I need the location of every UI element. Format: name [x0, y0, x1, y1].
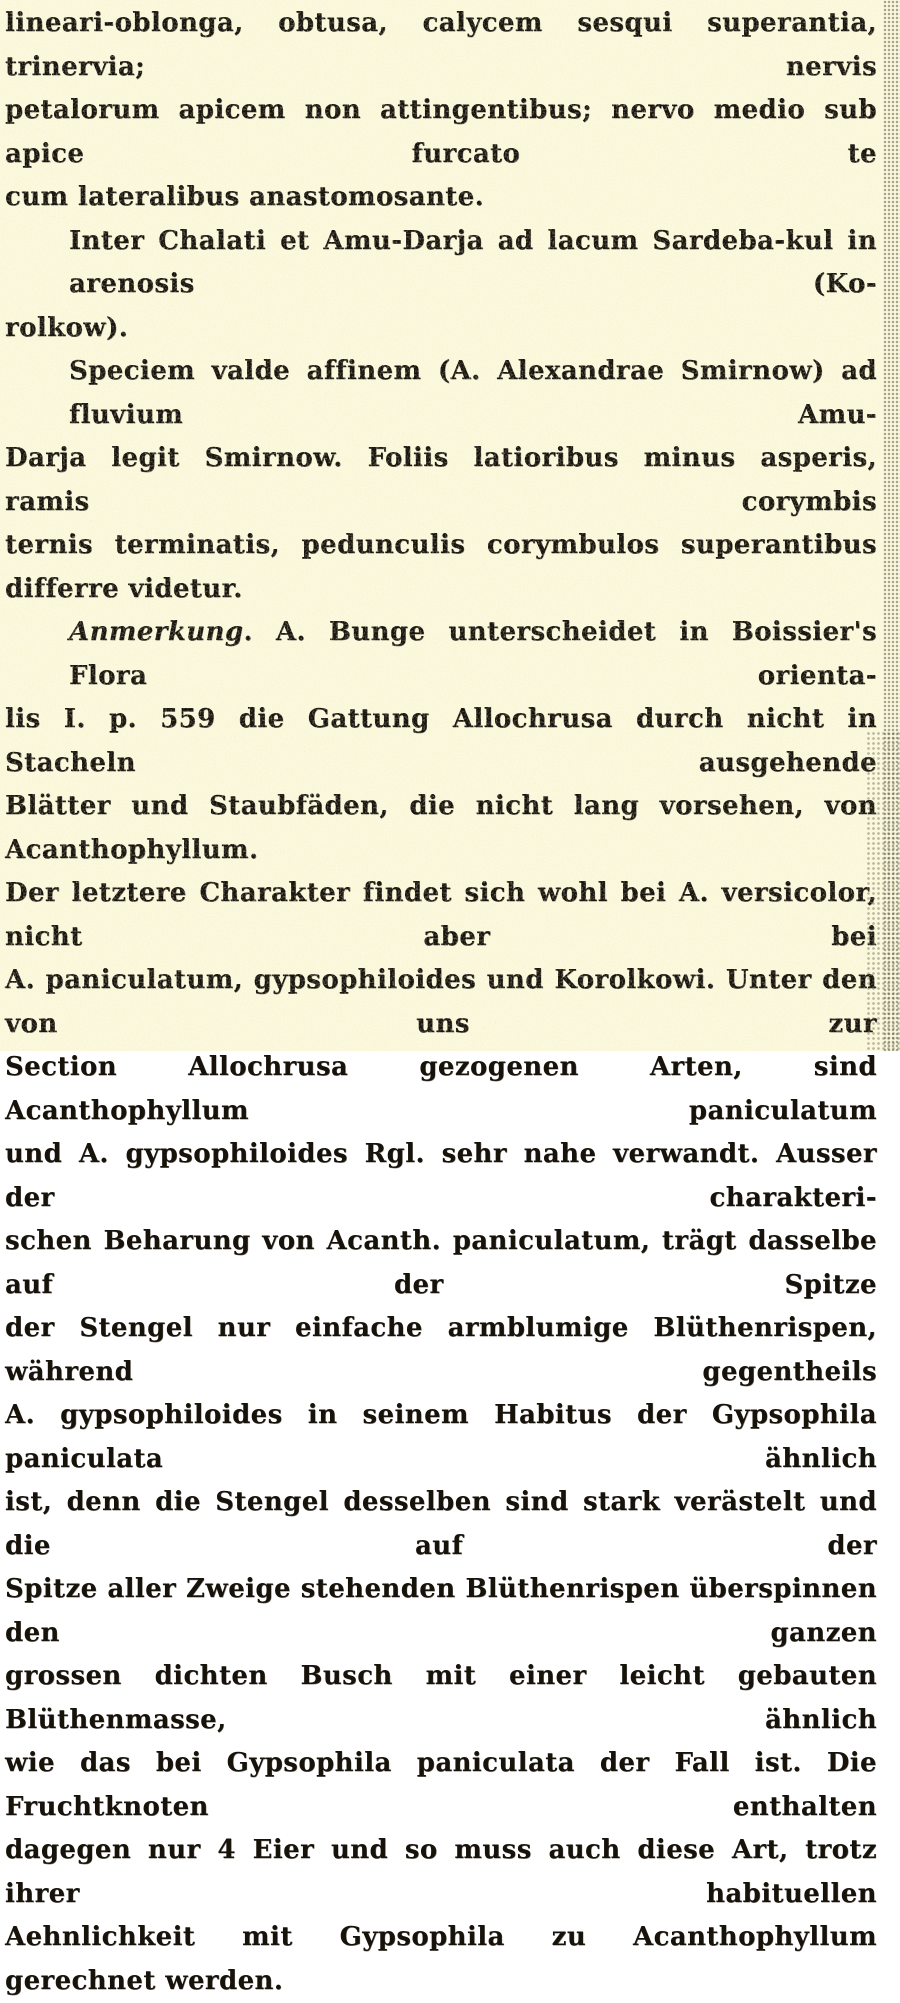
text-line: lineari-oblonga, obtusa, calycem sesqui superantia, trinervia; nervis	[5, 8, 877, 82]
text-line: Spitze aller Zweige stehenden Blüthenrispen überspinnen den ganzen	[5, 1574, 877, 1648]
text-line: cum lateralibus anastomosante.	[5, 182, 485, 212]
text-line: dagegen nur 4 Eier und so muss auch diese Art, trotz ihrer habituellen	[5, 1835, 877, 1909]
text-line: Inter Chalati et Amu-Darja ad lacum Sardeba-kul in arenosis (Ko-	[69, 225, 877, 299]
text-line: rolkow).	[5, 312, 129, 343]
text-line: lis I. p. 559 die Gattung Allochrusa durch nicht in Stacheln ausgehende	[5, 704, 877, 778]
text-line	[5, 611, 877, 698]
text-line: grossen dichten Busch mit einer leicht gebauten Blüthenmasse, ähnlich	[5, 1661, 877, 1735]
text-line: Darja legit Smirnow. Foliis latioribus minus asperis, ramis corymbis	[5, 443, 877, 517]
text-line: petalorum apicem non attingentibus; nervo medio sub apice furcato te	[5, 95, 877, 169]
paragraph-latin-description	[5, 2, 877, 220]
text-line: Der letztere Charakter findet sich wohl bei A. versicolor, nicht aber bei	[5, 878, 877, 952]
paragraph-anmerkung	[5, 611, 877, 2003]
anmerkung-lead: Anmerkung	[69, 617, 244, 647]
page-text	[5, 2, 877, 2003]
scan-edge-noise	[883, 0, 900, 1051]
text-line: A. paniculatum, gypsophiloides und Korolkowi. Unter den von uns zur	[5, 965, 877, 1039]
paragraph-species-affinity	[5, 350, 877, 611]
text-line: der Stengel nur einfache armblumige Blüthenrispen, während gegentheils	[5, 1313, 877, 1387]
text-line: Aehnlichkeit mit Gypsophila zu Acanthophyllum gerechnet werden.	[5, 1922, 877, 1996]
paragraph-locality	[5, 220, 877, 351]
text-line: Speciem valde affinem (A. Alexandrae Smirnow) ad fluvium Amu-	[69, 356, 877, 430]
text-line: Section Allochrusa gezogenen Arten, sind Acanthophyllum paniculatum	[5, 1052, 877, 1126]
text-line: A. gypsophiloides in seinem Habitus der Gypsophila paniculata ähnlich	[5, 1400, 877, 1474]
text-line: ternis terminatis, pedunculis corymbulos superantibus differre videtur.	[5, 530, 877, 604]
text-line: wie das bei Gypsophila paniculata der Fall ist. Die Fruchtknoten enthalten	[5, 1748, 877, 1822]
text-line: und A. gypsophiloides Rgl. sehr nahe verwandt. Ausser der charakteri-	[5, 1139, 877, 1213]
text-line: schen Beharung von Acanth. paniculatum, trägt dasselbe auf der Spitze	[5, 1226, 877, 1300]
text-line: Blätter und Staubfäden, die nicht lang vorsehen, von Acanthophyllum.	[5, 791, 877, 865]
anmerkung-first-line-rest: . A. Bunge unterscheidet in Boissier's Flora orienta-	[69, 617, 877, 691]
text-line: ist, denn die Stengel desselben sind stark verästelt und die auf der	[5, 1487, 877, 1561]
